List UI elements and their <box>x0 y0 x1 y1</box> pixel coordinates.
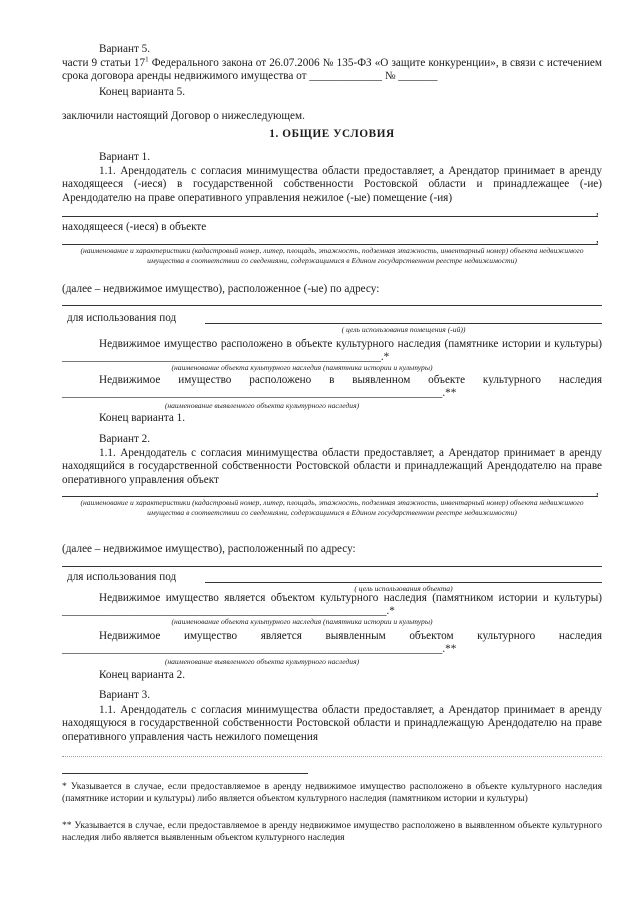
fill-line <box>205 323 602 324</box>
variant1-located-in: находящееся (-иеся) в объекте <box>62 221 207 233</box>
fill-line-dotted <box>62 756 602 757</box>
footnote-separator <box>62 773 308 774</box>
variant2-identified: Недвижимое имущество является выявленным объектом культурного наследия <box>99 630 602 642</box>
variant1-note-heritage: (наименование объекта культурного наследия (памятника истории и культуры) <box>171 363 433 372</box>
footnote-1: * Указывается в случае, если предоставляемое в аренду недвижимое имущество расположено в объекте культурного наследия (памятнике истории и культуры) либо является объектом культурного наследия (памятником истории и культуры) <box>62 781 602 805</box>
variant1-address-line: (далее – недвижимое имущество), расположенное (-ые) по адресу: <box>62 283 380 295</box>
section-title: 1. ОБЩИЕ УСЛОВИЯ <box>269 128 395 140</box>
comma: , <box>596 205 599 217</box>
variant5-paragraph <box>62 57 602 84</box>
footnote-2: ** Указывается в случае, если предоставляемое в аренду недвижимое имущество расположено в выявленном объекте культурного наследия либо является выявленным объектом культурного наследия <box>62 820 602 844</box>
variant2-note-heritage: (наименование объекта культурного наследия (памятника истории и культуры) <box>171 617 433 626</box>
variant1-note-object: (наименование и характеристики (кадастровый номер, литер, площадь, этажность, подземная этажность, инвентарный номер) объекта недвижимого имущества в соответствии со сведениями, содержащимися в Едином государственном реестре недвижимости) <box>80 246 584 265</box>
variant2-note-object: (наименование и характеристики (кадастровый номер, литер, площадь, этажность, подземная этажность, инвентарный номер) объекта недвижимого имущества в соответствии со сведениями, содержащимися в Едином государственном реестре недвижимости) <box>80 498 584 517</box>
variant2-start: Вариант 2. <box>99 433 151 445</box>
variant2-heritage: Недвижимое имущество является объектом культурного наследия (памятником истории и культуры) __________________________________________________________.* <box>62 592 602 618</box>
variant1-use-label: для использования под <box>67 312 177 324</box>
variant5-text-b: Федерального закона от 26.07.2006 № 135-ФЗ «О защите конкуренции», в связи с истечением срока договора аренды недвижимого имущества от _____________ № _______ <box>62 57 602 83</box>
fill-line <box>62 496 598 497</box>
variant1-note-identified: (наименование выявленного объекта культурного наследия) <box>164 401 360 410</box>
variant5-sup: 1 <box>145 55 149 64</box>
variant1-note-use: ( цель использования помещения (-ий)) <box>341 325 466 334</box>
fill-line <box>62 566 602 567</box>
preamble: заключили настоящий Договор о нижеследующем. <box>62 110 305 122</box>
comma: , <box>596 485 599 497</box>
fill-line <box>62 305 602 306</box>
variant2-end: Конец варианта 2. <box>99 669 186 681</box>
variant1-end: Конец варианта 1. <box>99 412 186 424</box>
variant1-identified: Недвижимое имущество расположено в выявленном объекте культурного наследия <box>99 374 602 386</box>
variant2-address-line: (далее – недвижимое имущество), расположенный по адресу: <box>62 543 356 555</box>
variant5-text-a: части 9 статьи 17 <box>62 57 146 69</box>
variant1-heritage: Недвижимое имущество расположено в объекте культурного наследия (памятнике истории и культуры) _________________________________________________________.* <box>62 338 602 364</box>
variant3-start: Вариант 3. <box>99 689 151 701</box>
fill-line <box>205 582 602 583</box>
fill-line <box>62 244 598 245</box>
variant5-end: Конец варианта 5. <box>99 86 186 98</box>
comma: , <box>596 233 599 245</box>
variant2-identified-line: ____________________________________________________________________.** <box>62 643 457 655</box>
variant3-paragraph: 1.1. Арендодатель с согласия минимущества области предоставляет, а Арендатор принимает в аренду находящуюся в государственной собственности Ростовской области и принадлежащую Арендодателю на праве оперативного управления часть нежилого помещения <box>62 704 602 743</box>
variant1-identified-line: ____________________________________________________________________.** <box>62 387 457 399</box>
variant2-note-identified: (наименование выявленного объекта культурного наследия) <box>164 657 360 666</box>
variant2-use-label: для использования под <box>67 571 177 583</box>
variant5-start: Вариант 5. <box>99 43 151 55</box>
fill-line <box>62 216 598 217</box>
variant1-start: Вариант 1. <box>99 151 151 163</box>
variant2-note-use: ( цель использования объекта) <box>354 584 453 593</box>
variant2-paragraph: 1.1. Арендодатель с согласия минимущества области предоставляет, а Арендатор принимает в аренду находящийся в государственной собственности Ростовской области и принадлежащий Арендодателю на праве оперативного управления объект <box>62 447 602 486</box>
variant1-paragraph: 1.1. Арендодатель с согласия минимущества области предоставляет, а Арендатор принимает в аренду находящееся (-иеся) в государственной собственности Ростовской области и принадлежащее (-ие) Арендодателю на праве оперативного управления нежилое (-ые) помещение (-ия) <box>62 165 602 204</box>
